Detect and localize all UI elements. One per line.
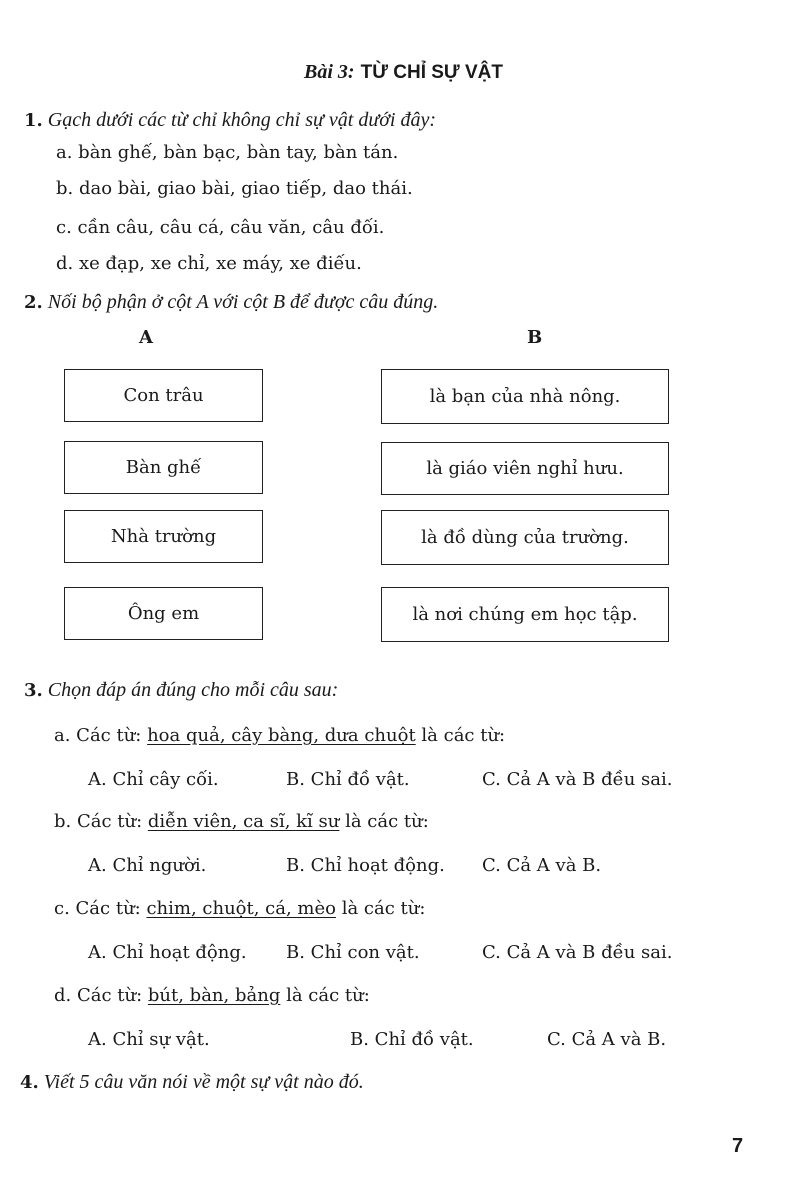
- q1-item: b. dao bài, giao bài, giao tiếp, dao thái.: [56, 178, 413, 199]
- column-a-box[interactable]: Con trâu: [64, 369, 263, 422]
- q3-option[interactable]: C. Cả A và B.: [482, 855, 602, 876]
- q3-question: b. Các từ: diễn viên, ca sĩ, kĩ sư là các từ:: [54, 811, 429, 832]
- q3-option[interactable]: C. Cả A và B.: [547, 1029, 667, 1050]
- column-a-box[interactable]: Nhà trường: [64, 510, 263, 563]
- page-number: 7: [732, 1135, 744, 1157]
- q3-option[interactable]: A. Chỉ cây cối.: [88, 769, 219, 790]
- q3-option[interactable]: B. Chỉ hoạt động.: [286, 855, 445, 876]
- q3-question: a. Các từ: hoa quả, cây bàng, dưa chuột là các từ:: [54, 725, 506, 746]
- q3-option[interactable]: B. Chỉ đồ vật.: [286, 769, 410, 790]
- q4-heading: 4. Viết 5 câu văn nói về một sự vật nào đó.: [20, 1071, 364, 1093]
- column-a-box[interactable]: Bàn ghế: [64, 441, 263, 494]
- q2-heading: 2. Nối bộ phận ở cột A với cột B để được câu đúng.: [24, 291, 439, 313]
- column-a-box[interactable]: Ông em: [64, 587, 263, 640]
- q3-heading: 3. Chọn đáp án đúng cho mỗi câu sau:: [24, 679, 339, 701]
- q1-heading: 1. Gạch dưới các từ chỉ không chỉ sự vật dưới đây:: [24, 109, 437, 131]
- q3-option[interactable]: C. Cả A và B đều sai.: [482, 769, 673, 790]
- column-b-box[interactable]: là nơi chúng em học tập.: [381, 587, 669, 642]
- q1-item: c. cần câu, câu cá, câu văn, câu đối.: [56, 217, 385, 238]
- page-title: Bài 3: TỪ CHỈ SỰ VẬT: [304, 61, 503, 83]
- q3-option[interactable]: B. Chỉ con vật.: [286, 942, 420, 963]
- q3-question: c. Các từ: chim, chuột, cá, mèo là các từ:: [54, 898, 426, 919]
- column-b-box[interactable]: là bạn của nhà nông.: [381, 369, 669, 424]
- q3-question: d. Các từ: bút, bàn, bảng là các từ:: [54, 985, 370, 1006]
- q1-item: a. bàn ghế, bàn bạc, bàn tay, bàn tán.: [56, 142, 399, 163]
- q3-option[interactable]: A. Chỉ người.: [88, 855, 207, 876]
- column-b-box[interactable]: là đồ dùng của trường.: [381, 510, 669, 565]
- column-b-box[interactable]: là giáo viên nghỉ hưu.: [381, 442, 669, 495]
- q1-item: d. xe đạp, xe chỉ, xe máy, xe điếu.: [56, 253, 362, 274]
- q3-option[interactable]: C. Cả A và B đều sai.: [482, 942, 673, 963]
- q3-option[interactable]: A. Chỉ hoạt động.: [88, 942, 247, 963]
- q3-option[interactable]: B. Chỉ đồ vật.: [350, 1029, 474, 1050]
- column-b-header: B: [527, 327, 543, 348]
- column-a-header: A: [139, 327, 153, 348]
- q3-option[interactable]: A. Chỉ sự vật.: [88, 1029, 210, 1050]
